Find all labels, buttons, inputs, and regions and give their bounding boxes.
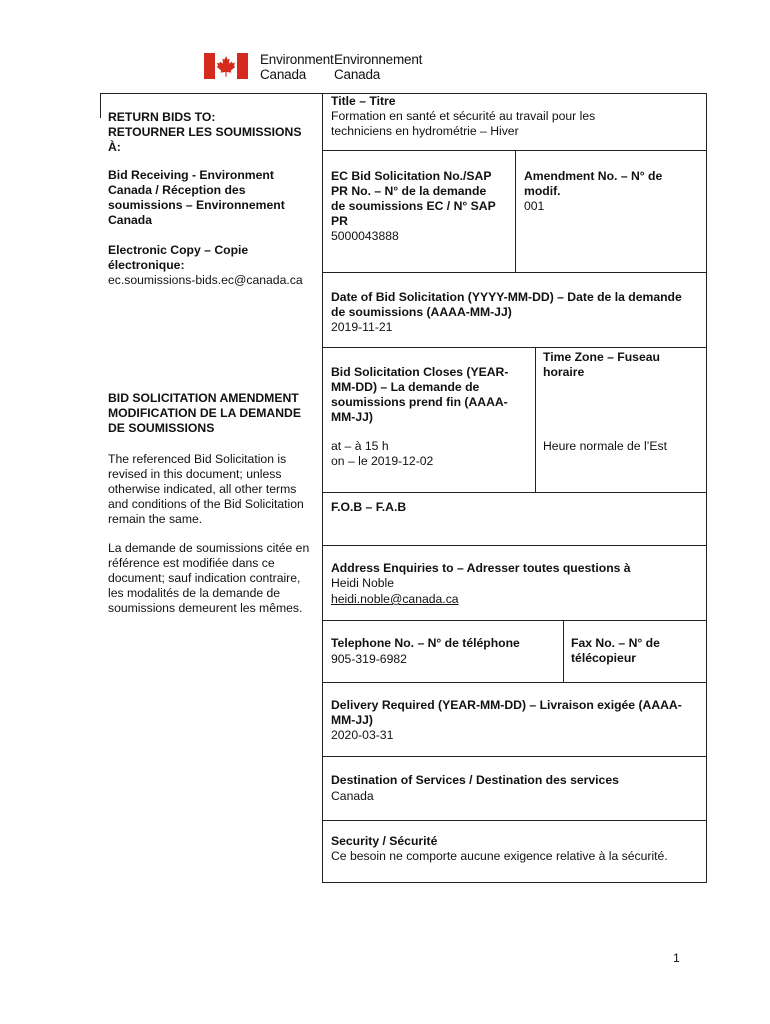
solicitation-number-value: 5000043888 xyxy=(331,229,399,243)
solicitation-date-label: Date of Bid Solicitation (YYYY-MM-DD) – Date de la demande de soumissions (AAAA-MM-JJ) xyxy=(331,290,682,319)
fax-label: Fax No. – N° de télécopieur xyxy=(571,636,660,665)
return-bids-heading: RETURN BIDS TO: RETOURNER LES SOUMISSIONS À: xyxy=(108,110,302,154)
telephone-value: 905-319-6982 xyxy=(331,652,407,666)
electronic-copy-label: Electronic Copy – Copie électronique: xyxy=(108,243,249,272)
time-zone-label: Time Zone – Fuseau horaire xyxy=(543,350,660,379)
title-value: Formation en santé et sécurité au travail pour les techniciens en hydrométrie – Hiver xyxy=(331,109,596,138)
enquiries-email-link[interactable]: heidi.noble@canada.ca xyxy=(331,592,459,606)
env-en-line1: Environment xyxy=(260,52,334,67)
security-value: Ce besoin ne comporte aucune exigence relative à la sécurité. xyxy=(331,849,668,863)
closing-date-label: Bid Solicitation Closes (YEAR- MM-DD) – La demande de soumissions prend fin (AAAA- MM-JJ) xyxy=(331,365,509,424)
amendment-heading: BID SOLICITATION AMENDMENT MODIFICATION DE LA DEMANDE DE SOUMISSIONS xyxy=(108,391,301,435)
destination-label: Destination of Services / Destination des services xyxy=(331,773,619,787)
closing-date-value: at – à 15 h on – le 2019-12-02 xyxy=(331,439,434,468)
telephone-label: Telephone No. – N° de téléphone xyxy=(331,636,520,650)
enquiries-label: Address Enquiries to – Adresser toutes questions à xyxy=(331,561,631,575)
electronic-copy-email[interactable]: ec.soumissions-bids.ec@canada.ca xyxy=(108,273,303,287)
enquiries-name: Heidi Noble xyxy=(331,576,395,590)
amendment-number-label: Amendment No. – N° de modif. xyxy=(524,169,663,198)
env-en-line2: Canada xyxy=(260,67,307,82)
title-label: Title – Titre xyxy=(331,94,396,108)
amendment-paragraph-en: The referenced Bid Solicitation is revised in this document; unless otherwise indicated, all other terms and conditions of the Bid Solicitation remain the same. xyxy=(108,452,304,526)
government-logo xyxy=(204,52,423,82)
env-fr-line1: Environnement xyxy=(334,52,423,67)
delivery-value: 2020-03-31 xyxy=(331,728,394,742)
bid-receiving-address: Bid Receiving - Environment Canada / Réception des soumissions – Environnement Canada xyxy=(108,168,285,227)
security-label: Security / Sécurité xyxy=(331,834,438,848)
solicitation-date-value: 2019-11-21 xyxy=(331,320,393,334)
amendment-paragraph-fr: La demande de soumissions citée en référence est modifiée dans ce document; sauf indication contraire, les modalités de la demande de soumissions demeurent les mêmes. xyxy=(108,541,310,615)
solicitation-number-label: EC Bid Solicitation No./SAP PR No. – N° de la demande de soumissions EC / N° SAP PR xyxy=(331,169,496,228)
time-zone-value: Heure normale de l’Est xyxy=(543,439,667,453)
canada-flag-icon xyxy=(204,53,248,79)
delivery-label: Delivery Required (YEAR-MM-DD) – Livraison exigée (AAAA- MM-JJ) xyxy=(331,698,682,727)
amendment-number-value: 001 xyxy=(524,199,545,213)
destination-value: Canada xyxy=(331,789,374,803)
fob-label: F.O.B – F.A.B xyxy=(331,500,407,514)
env-fr-line2: Canada xyxy=(334,67,381,82)
page-number: 1 xyxy=(673,951,680,965)
